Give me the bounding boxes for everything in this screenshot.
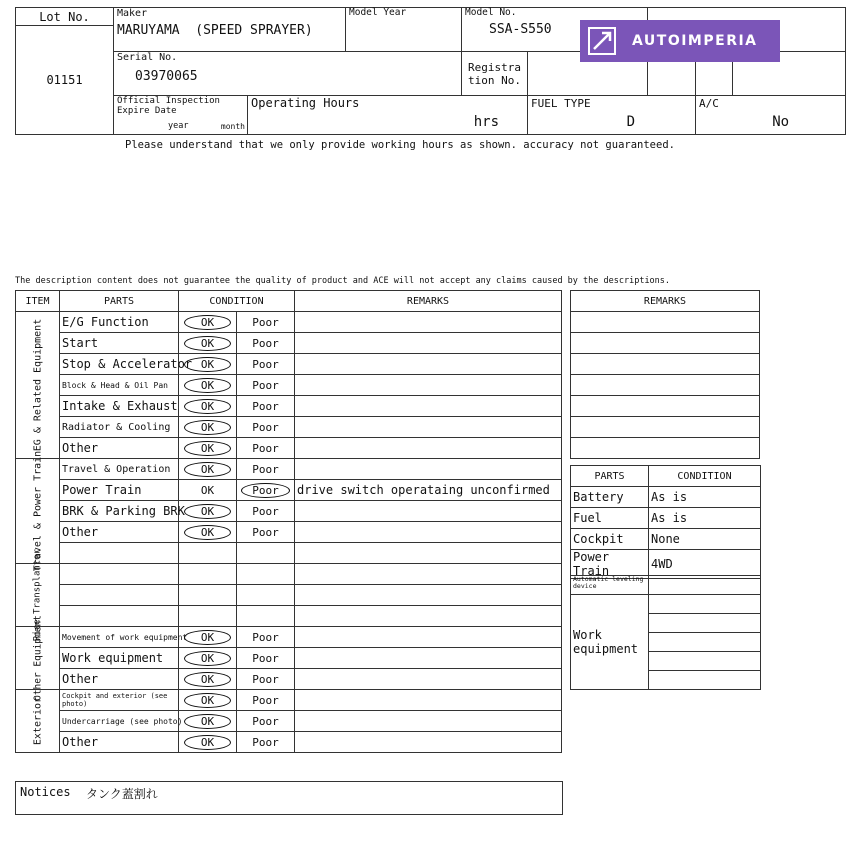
model-year-label: Model Year	[349, 7, 407, 18]
inspection-table	[15, 290, 562, 753]
ok-option: OK	[179, 480, 237, 501]
hours-note: Please understand that we only provide working hours as shown. accuracy not guaranteed.	[125, 139, 675, 151]
part-name: Power Train	[571, 550, 649, 579]
year-label: year	[168, 121, 189, 131]
poor-option: Poor	[237, 459, 295, 480]
remark-cell	[295, 354, 562, 375]
ok-circled: OK	[184, 315, 231, 330]
table-row	[16, 564, 562, 585]
serial-value: 03970065	[135, 69, 198, 84]
poor-option: Poor	[237, 669, 295, 690]
poor-option: Poor	[237, 690, 295, 711]
inspection-cell	[114, 96, 248, 135]
table-row	[16, 417, 562, 438]
table-row	[16, 333, 562, 354]
condition-header-right: CONDITION	[649, 466, 761, 487]
category-other: Other Equipment	[16, 627, 60, 690]
table-row	[16, 375, 562, 396]
ok-circled: OK	[184, 672, 231, 687]
ok-circled: OK	[184, 441, 231, 456]
ac-value: No	[772, 114, 790, 130]
poor-option: Poor	[237, 396, 295, 417]
table-row	[16, 480, 562, 501]
serial-label: Serial No.	[117, 52, 178, 63]
part-name: Other	[60, 438, 179, 459]
table-row	[16, 648, 562, 669]
poor-option: Poor	[237, 417, 295, 438]
table-row	[16, 732, 562, 753]
remark-cell	[295, 627, 562, 648]
category-exterior: Exterior	[16, 690, 60, 753]
part-name: Cockpit and exterior (see photo)	[60, 690, 179, 711]
part-name: Fuel	[571, 508, 649, 529]
part-condition: None	[649, 529, 761, 550]
table-row	[16, 312, 562, 333]
poor-option: Poor	[237, 711, 295, 732]
maker-cell	[114, 8, 346, 52]
fuel-value: D	[626, 114, 636, 130]
registration-label-cell	[462, 52, 528, 96]
part-name: Other	[60, 522, 179, 543]
logo-text: AUTOIMPERIA	[632, 33, 758, 49]
remarks-table	[570, 290, 760, 459]
table-row	[16, 711, 562, 732]
table-row	[16, 522, 562, 543]
part-name: Battery	[571, 487, 649, 508]
part-condition: 4WD	[649, 550, 761, 579]
inspection-label: Official Inspection Expire Date	[117, 96, 220, 116]
table-row	[571, 529, 761, 550]
ok-circled: OK	[184, 714, 231, 729]
disclaimer: The description content does not guarantee the quality of product and ACE will not accept any claims caused by the descriptions.	[15, 276, 671, 286]
table-row	[16, 669, 562, 690]
work-equipment-table	[570, 575, 761, 690]
table-row	[571, 487, 761, 508]
part-name: Other	[60, 732, 179, 753]
category-rice: Rice Transplanter	[16, 564, 60, 627]
poor-option: Poor	[237, 312, 295, 333]
ac-label: A/C	[699, 97, 719, 110]
remark-cell	[295, 690, 562, 711]
model-year-cell	[346, 8, 462, 52]
lot-label: Lot No.	[16, 8, 114, 26]
remark-cell	[295, 648, 562, 669]
part-name: Power Train	[60, 480, 179, 501]
ok-circled: OK	[184, 651, 231, 666]
part-name: Other	[60, 669, 179, 690]
part-name: Movement of work equipment	[60, 627, 179, 648]
remark-cell	[295, 711, 562, 732]
poor-option: Poor	[237, 732, 295, 753]
auto-leveling-label: Automatic leveling device	[571, 576, 649, 595]
poor-option: Poor	[237, 627, 295, 648]
maker-value: MARUYAMA (SPEED SPRAYER)	[117, 23, 313, 38]
table-row	[16, 501, 562, 522]
table-row	[16, 585, 562, 606]
part-name: Start	[60, 333, 179, 354]
parts-condition-table	[570, 465, 761, 579]
part-name: Radiator & Cooling	[60, 417, 179, 438]
autoimperia-logo	[580, 20, 780, 62]
hours-label: Operating Hours	[251, 96, 360, 110]
table-row	[16, 606, 562, 627]
ok-circled: OK	[184, 336, 231, 351]
remark-cell	[295, 522, 562, 543]
remark-cell	[295, 312, 562, 333]
poor-option: Poor	[237, 375, 295, 396]
table-row	[16, 627, 562, 648]
part-name: Cockpit	[571, 529, 649, 550]
part-condition: As is	[649, 508, 761, 529]
remark-cell	[295, 375, 562, 396]
month-label: month	[220, 122, 245, 131]
part-name: BRK & Parking BRK	[60, 501, 179, 522]
ok-circled: OK	[184, 630, 231, 645]
ok-circled: OK	[184, 735, 231, 750]
remark-cell	[295, 333, 562, 354]
part-name: E/G Function	[60, 312, 179, 333]
notices-box	[15, 781, 563, 815]
table-row	[16, 543, 562, 564]
table-row	[16, 459, 562, 480]
notices-label: Notices	[20, 785, 71, 799]
part-name: Stop & Accelerator	[60, 354, 179, 375]
remark-cell	[295, 438, 562, 459]
work-equipment-label: Work equipment	[571, 595, 649, 690]
ac-cell	[696, 96, 846, 135]
fuel-cell	[528, 96, 696, 135]
notices-value: タンク蓋割れ	[86, 787, 158, 801]
part-name: Block & Head & Oil Pan	[60, 375, 179, 396]
table-row	[16, 438, 562, 459]
table-row	[16, 690, 562, 711]
parts-header-right: PARTS	[571, 466, 649, 487]
hours-unit: hrs	[473, 114, 500, 130]
remark-cell	[295, 459, 562, 480]
ok-circled: OK	[184, 462, 231, 477]
poor-option: Poor	[237, 333, 295, 354]
model-no-value: SSA-S550	[489, 22, 552, 37]
registration-label: Registration No.	[468, 60, 521, 87]
item-header: ITEM	[16, 291, 60, 312]
table-row	[571, 508, 761, 529]
category-eg: EG & Related Equipment	[16, 312, 60, 459]
table-row	[16, 354, 562, 375]
power-train-remark: drive switch operataing unconfirmed	[295, 480, 562, 501]
part-name: Intake & Exhaust	[60, 396, 179, 417]
part-name: Travel & Operation	[60, 459, 179, 480]
category-travel: Travel & Power Train	[16, 459, 60, 564]
fuel-label: FUEL TYPE	[531, 97, 591, 110]
part-name: Undercarriage (see photo)	[60, 711, 179, 732]
serial-cell	[114, 52, 462, 96]
poor-option: Poor	[237, 648, 295, 669]
ok-circled: OK	[184, 504, 231, 519]
ok-circled: OK	[184, 693, 231, 708]
remark-cell	[295, 396, 562, 417]
remarks-header-right: REMARKS	[571, 291, 760, 312]
ok-circled: OK	[184, 420, 231, 435]
maker-label: Maker	[117, 8, 148, 19]
hours-cell	[248, 96, 528, 135]
parts-header: PARTS	[60, 291, 179, 312]
poor-option: Poor	[237, 501, 295, 522]
ok-circled: OK	[184, 357, 231, 372]
remark-cell	[295, 501, 562, 522]
remark-cell	[295, 669, 562, 690]
logo-mark-icon	[588, 27, 616, 55]
table-row	[16, 396, 562, 417]
ok-circled: OK	[184, 399, 231, 414]
lot-value: 01151	[16, 26, 114, 135]
condition-header: CONDITION	[179, 291, 295, 312]
poor-option: Poor	[237, 438, 295, 459]
part-name: Work equipment	[60, 648, 179, 669]
model-no-label: Model No.	[465, 7, 517, 18]
poor-option: Poor	[237, 522, 295, 543]
remark-cell	[295, 417, 562, 438]
part-condition: As is	[649, 487, 761, 508]
ok-circled: OK	[184, 525, 231, 540]
remark-cell	[295, 732, 562, 753]
ok-circled: OK	[184, 378, 231, 393]
poor-circled: Poor	[241, 483, 290, 498]
remarks-header: REMARKS	[295, 291, 562, 312]
poor-option: Poor	[237, 354, 295, 375]
